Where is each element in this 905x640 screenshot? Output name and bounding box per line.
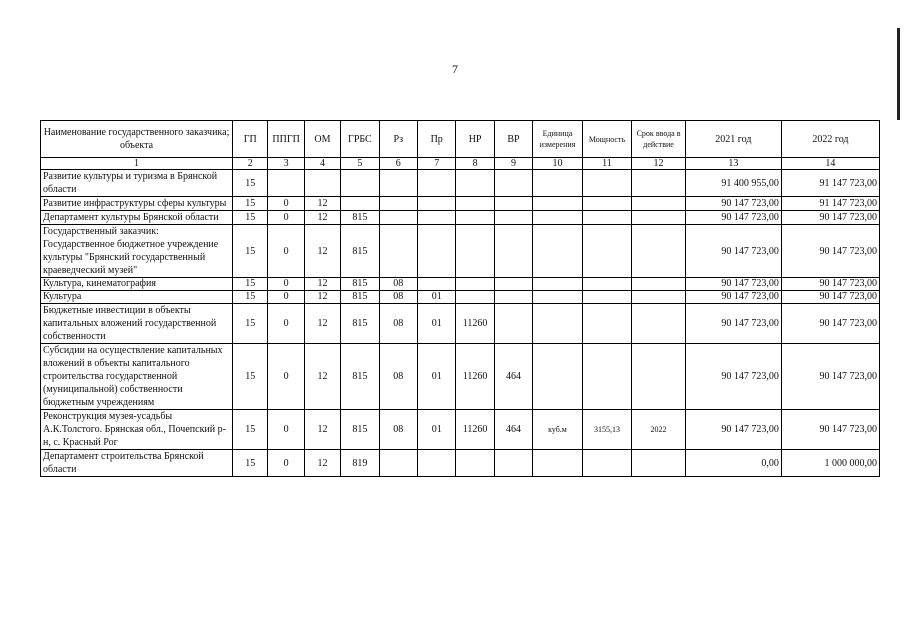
cell-term (632, 304, 686, 344)
cell-pr (417, 225, 455, 278)
column-number: 12 (632, 158, 686, 170)
cell-unit (533, 450, 583, 477)
cell-capacity (582, 225, 632, 278)
cell-vr (494, 450, 532, 477)
cell-gp: 15 (233, 170, 268, 197)
cell-grbs: 815 (341, 278, 379, 291)
cell-2021: 90 147 723,00 (685, 304, 781, 344)
cell-rz: 08 (379, 304, 417, 344)
table-row (41, 225, 880, 278)
row-name: Культура, кинематография (41, 278, 233, 291)
cell-rz: 08 (379, 410, 417, 450)
cell-gp: 15 (233, 211, 268, 225)
cell-rz (379, 450, 417, 477)
cell-capacity (582, 344, 632, 410)
cell-nr: 11260 (456, 304, 494, 344)
cell-rz (379, 197, 417, 211)
header-nr: НР (456, 121, 494, 158)
column-number: 5 (341, 158, 379, 170)
cell-ppgp (268, 170, 304, 197)
column-number: 4 (304, 158, 340, 170)
cell-2022: 90 147 723,00 (781, 291, 879, 304)
cell-grbs: 815 (341, 344, 379, 410)
column-number: 11 (582, 158, 632, 170)
cell-term (632, 170, 686, 197)
header-ppgp: ППГП (268, 121, 304, 158)
cell-om: 12 (304, 291, 340, 304)
cell-2021: 90 147 723,00 (685, 410, 781, 450)
header-term: Срок ввода в действие (632, 121, 686, 158)
cell-2022: 90 147 723,00 (781, 304, 879, 344)
header-row (41, 121, 880, 158)
cell-2021: 90 147 723,00 (685, 211, 781, 225)
cell-capacity (582, 278, 632, 291)
cell-2021: 90 147 723,00 (685, 344, 781, 410)
cell-vr: 464 (494, 344, 532, 410)
header-unit: Единица измерения (533, 121, 583, 158)
cell-vr (494, 170, 532, 197)
cell-unit (533, 344, 583, 410)
cell-ppgp: 0 (268, 410, 304, 450)
cell-term (632, 278, 686, 291)
cell-gp: 15 (233, 304, 268, 344)
cell-vr (494, 291, 532, 304)
cell-gp: 15 (233, 450, 268, 477)
row-name: Субсидии на осуществление капитальных вложений в объекты капитального строительства государственной (муниципальной) собственности бюджетным учреждениям (41, 344, 233, 410)
cell-capacity: 3155,13 (582, 410, 632, 450)
cell-unit (533, 225, 583, 278)
cell-ppgp: 0 (268, 225, 304, 278)
cell-unit (533, 197, 583, 211)
row-name: Департамент культуры Брянской области (41, 211, 233, 225)
cell-term (632, 197, 686, 211)
cell-2022: 91 147 723,00 (781, 170, 879, 197)
cell-nr (456, 225, 494, 278)
header-om: ОМ (304, 121, 340, 158)
column-number: 2 (233, 158, 268, 170)
cell-om (304, 170, 340, 197)
header-grbs: ГРБС (341, 121, 379, 158)
column-number: 10 (533, 158, 583, 170)
cell-unit (533, 304, 583, 344)
cell-nr: 11260 (456, 410, 494, 450)
cell-pr (417, 450, 455, 477)
cell-grbs (341, 197, 379, 211)
cell-capacity (582, 291, 632, 304)
table-row (41, 304, 880, 344)
header-gp: ГП (233, 121, 268, 158)
cell-gp: 15 (233, 344, 268, 410)
header-rz: Рз (379, 121, 417, 158)
cell-vr: 464 (494, 410, 532, 450)
column-number-row (41, 158, 880, 170)
cell-2022: 90 147 723,00 (781, 278, 879, 291)
cell-grbs: 815 (341, 410, 379, 450)
header-capacity: Мощность (582, 121, 632, 158)
cell-pr (417, 197, 455, 211)
row-name: Развитие инфраструктуры сферы культуры (41, 197, 233, 211)
cell-om: 12 (304, 197, 340, 211)
row-name: Бюджетные инвестиции в объекты капитальных вложений государственной собственности (41, 304, 233, 344)
page-number: 7 (452, 62, 458, 76)
row-name: Культура (41, 291, 233, 304)
cell-rz: 08 (379, 291, 417, 304)
cell-nr (456, 291, 494, 304)
cell-ppgp: 0 (268, 278, 304, 291)
cell-grbs: 815 (341, 211, 379, 225)
cell-rz (379, 225, 417, 278)
cell-vr (494, 197, 532, 211)
header-name: Наименование государственного заказчика; объекта (41, 121, 233, 158)
column-number: 3 (268, 158, 304, 170)
cell-pr (417, 170, 455, 197)
cell-2022: 90 147 723,00 (781, 225, 879, 278)
cell-grbs: 815 (341, 225, 379, 278)
cell-nr (456, 170, 494, 197)
cell-vr (494, 225, 532, 278)
cell-vr (494, 278, 532, 291)
cell-om: 12 (304, 278, 340, 291)
cell-2022: 90 147 723,00 (781, 344, 879, 410)
table-row (41, 344, 880, 410)
cell-ppgp: 0 (268, 211, 304, 225)
cell-grbs (341, 170, 379, 197)
cell-om: 12 (304, 211, 340, 225)
cell-vr (494, 304, 532, 344)
cell-term (632, 450, 686, 477)
row-name: Реконструкция музея-усадьбы А.К.Толстого. Брянская обл., Почепский р-н, с. Красный Рог (41, 410, 233, 450)
cell-2022: 90 147 723,00 (781, 410, 879, 450)
cell-om: 12 (304, 304, 340, 344)
cell-pr (417, 211, 455, 225)
cell-pr (417, 278, 455, 291)
cell-nr (456, 450, 494, 477)
cell-capacity (582, 197, 632, 211)
cell-2021: 90 147 723,00 (685, 197, 781, 211)
cell-nr (456, 211, 494, 225)
cell-ppgp: 0 (268, 450, 304, 477)
table-row (41, 170, 880, 197)
cell-nr (456, 278, 494, 291)
column-number: 13 (685, 158, 781, 170)
cell-grbs: 819 (341, 450, 379, 477)
cell-pr: 01 (417, 291, 455, 304)
cell-ppgp: 0 (268, 344, 304, 410)
table-row (41, 211, 880, 225)
table-row (41, 450, 880, 477)
cell-unit: куб.м (533, 410, 583, 450)
cell-ppgp: 0 (268, 197, 304, 211)
cell-rz: 08 (379, 344, 417, 410)
cell-nr (456, 197, 494, 211)
cell-pr: 01 (417, 304, 455, 344)
cell-rz (379, 170, 417, 197)
table-row (41, 278, 880, 291)
row-name: Государственный заказчик: Государственное бюджетное учреждение культуры "Брянский государственный краеведческий музей" (41, 225, 233, 278)
cell-2022: 1 000 000,00 (781, 450, 879, 477)
column-number: 6 (379, 158, 417, 170)
cell-om: 12 (304, 450, 340, 477)
cell-unit (533, 278, 583, 291)
cell-nr: 11260 (456, 344, 494, 410)
cell-ppgp: 0 (268, 304, 304, 344)
cell-vr (494, 211, 532, 225)
column-number: 7 (417, 158, 455, 170)
cell-capacity (582, 170, 632, 197)
cell-term (632, 291, 686, 304)
cell-pr: 01 (417, 410, 455, 450)
cell-grbs: 815 (341, 304, 379, 344)
column-number: 8 (456, 158, 494, 170)
header-2022: 2022 год (781, 121, 879, 158)
cell-2021: 91 400 955,00 (685, 170, 781, 197)
scan-edge-mark (897, 28, 900, 120)
header-2021: 2021 год (685, 121, 781, 158)
cell-unit (533, 170, 583, 197)
column-number: 1 (41, 158, 233, 170)
cell-2021: 90 147 723,00 (685, 278, 781, 291)
column-number: 9 (494, 158, 532, 170)
header-vr: ВР (494, 121, 532, 158)
cell-ppgp: 0 (268, 291, 304, 304)
cell-gp: 15 (233, 291, 268, 304)
cell-gp: 15 (233, 225, 268, 278)
header-pr: Пр (417, 121, 455, 158)
budget-table (40, 120, 880, 477)
cell-term (632, 344, 686, 410)
cell-term (632, 225, 686, 278)
row-name: Развитие культуры и туризма в Брянской области (41, 170, 233, 197)
cell-capacity (582, 450, 632, 477)
cell-2021: 90 147 723,00 (685, 291, 781, 304)
cell-2021: 90 147 723,00 (685, 225, 781, 278)
cell-grbs: 815 (341, 291, 379, 304)
cell-unit (533, 211, 583, 225)
cell-capacity (582, 211, 632, 225)
cell-gp: 15 (233, 197, 268, 211)
cell-om: 12 (304, 225, 340, 278)
column-number: 14 (781, 158, 879, 170)
cell-rz: 08 (379, 278, 417, 291)
cell-gp: 15 (233, 278, 268, 291)
cell-rz (379, 211, 417, 225)
table-row (41, 197, 880, 211)
cell-2022: 90 147 723,00 (781, 211, 879, 225)
cell-2022: 91 147 723,00 (781, 197, 879, 211)
cell-2021: 0,00 (685, 450, 781, 477)
table-row (41, 291, 880, 304)
cell-gp: 15 (233, 410, 268, 450)
cell-om: 12 (304, 410, 340, 450)
cell-term (632, 211, 686, 225)
cell-capacity (582, 304, 632, 344)
cell-term: 2022 (632, 410, 686, 450)
row-name: Департамент строительства Брянской области (41, 450, 233, 477)
cell-pr: 01 (417, 344, 455, 410)
cell-om: 12 (304, 344, 340, 410)
table-row (41, 410, 880, 450)
cell-unit (533, 291, 583, 304)
